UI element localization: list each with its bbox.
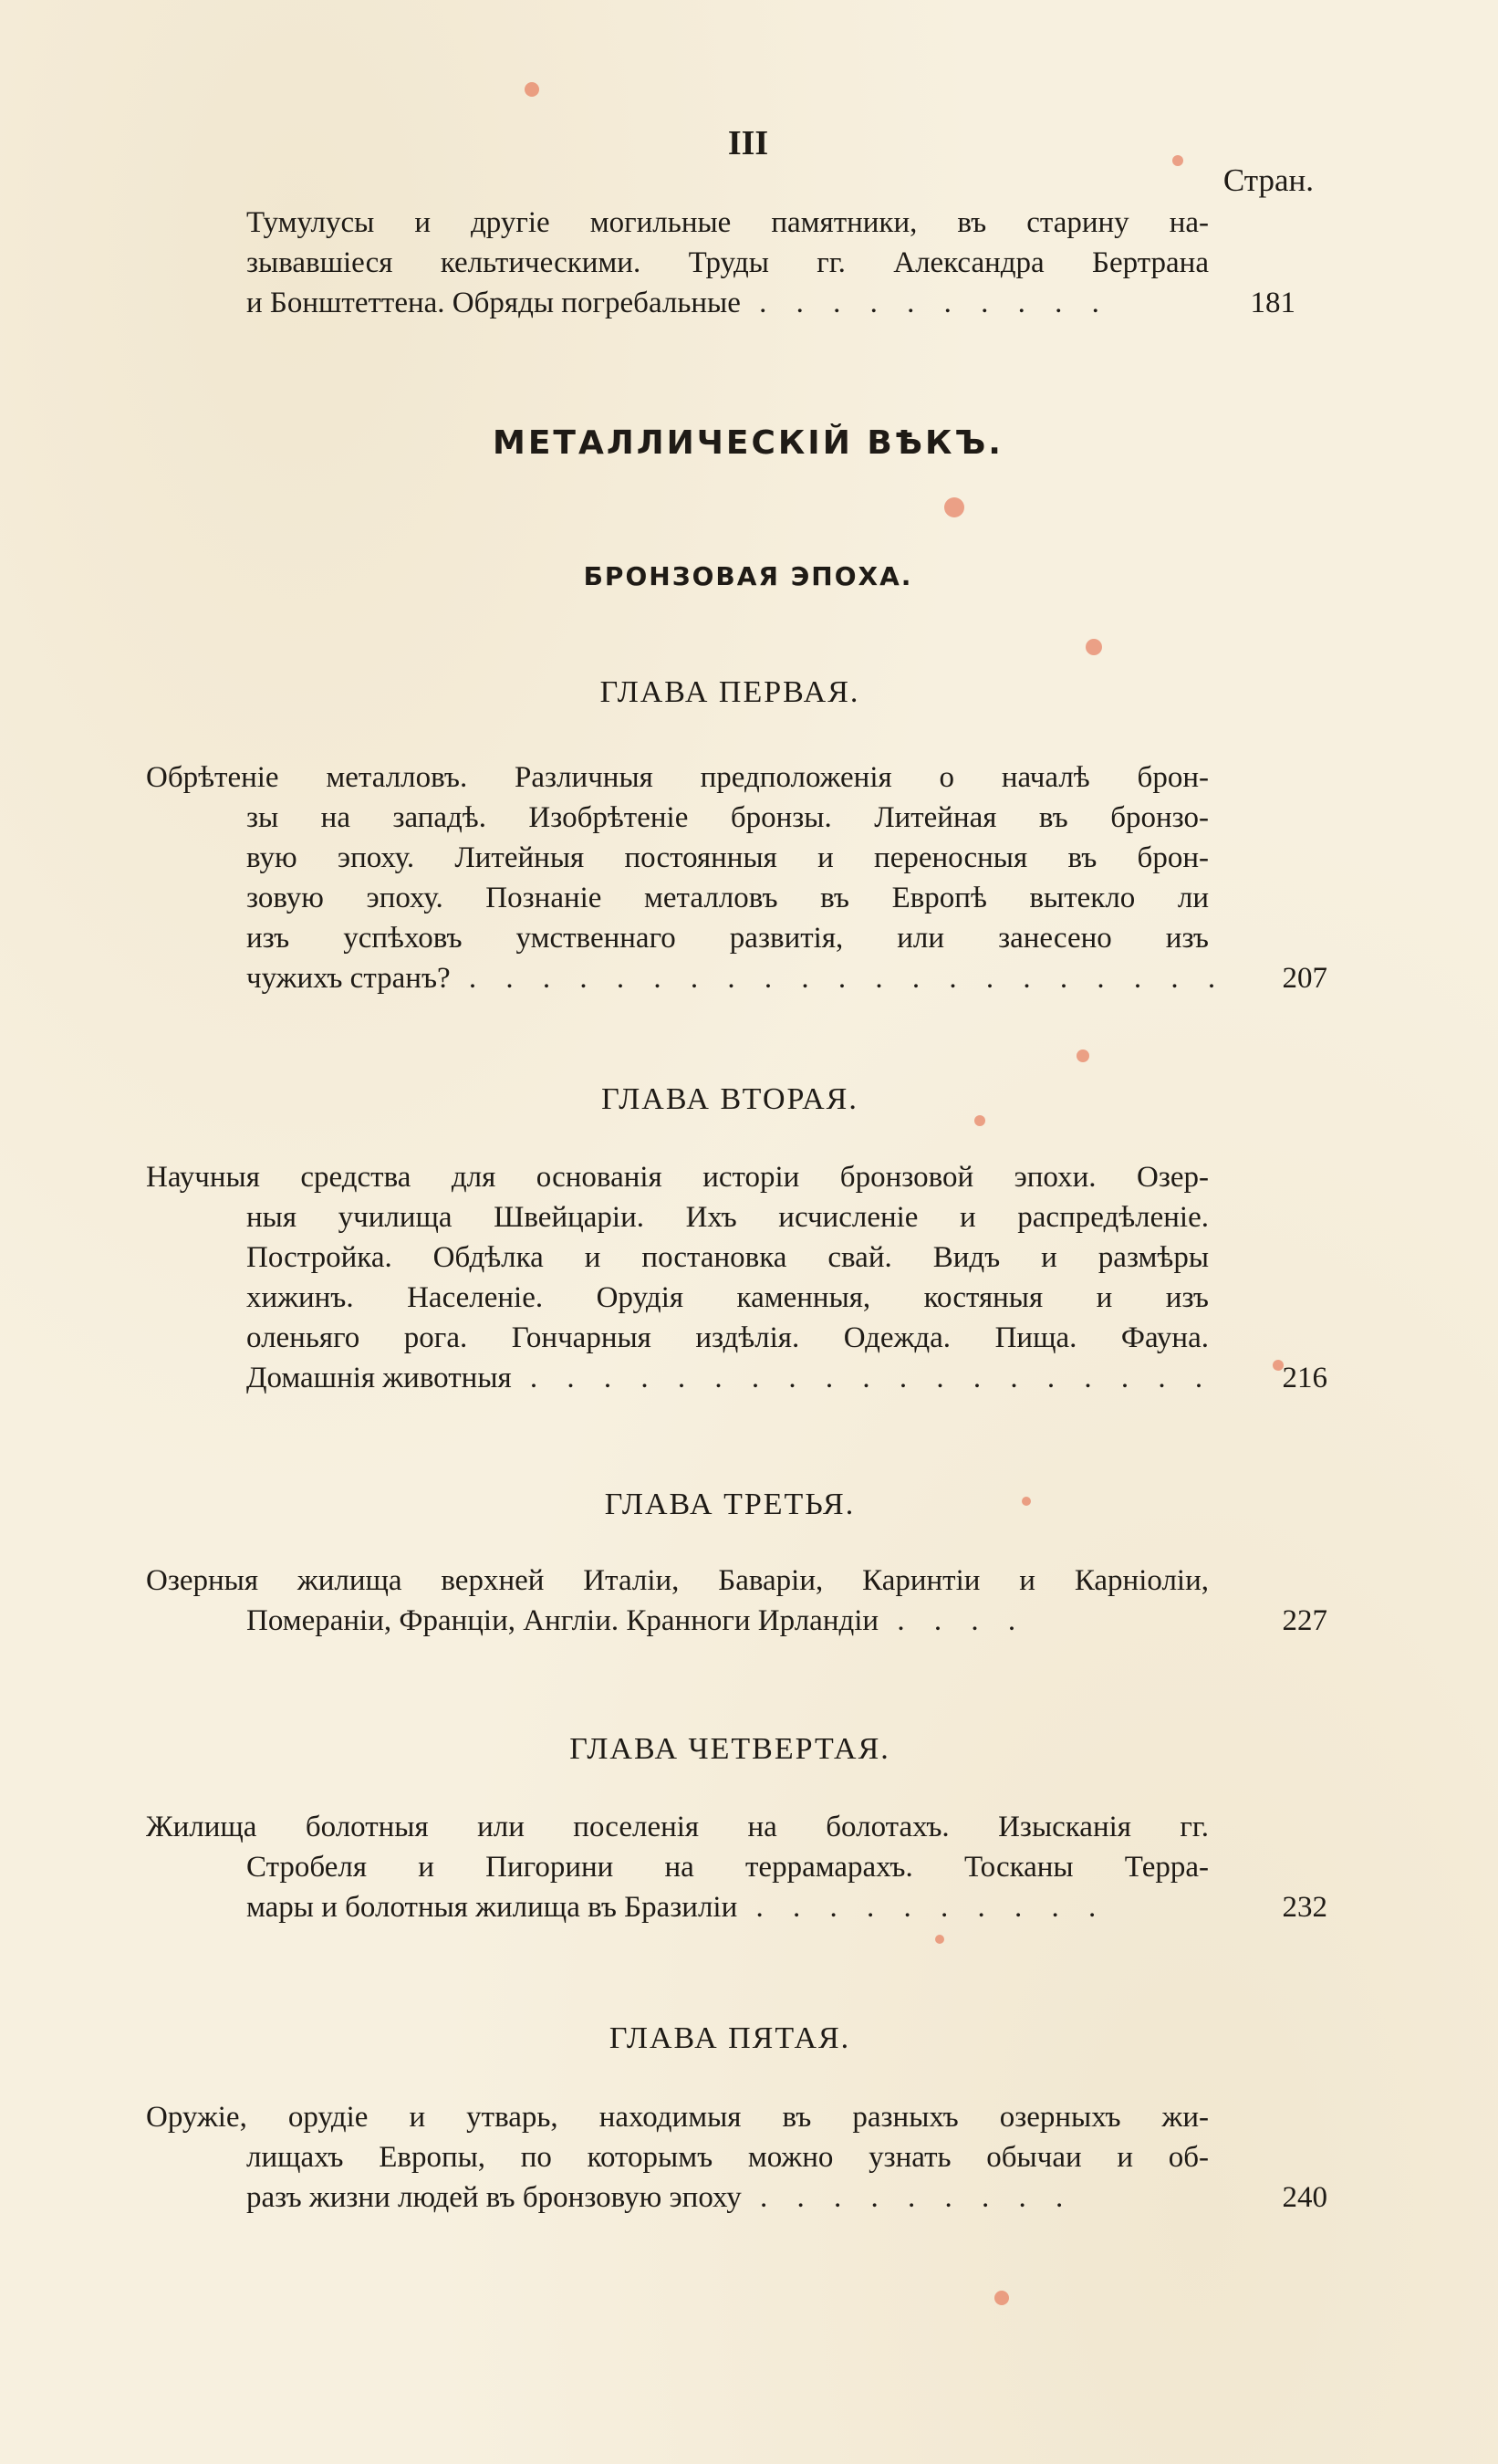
toc-entry-line: Жилища болотныя или поселенія на болотахъ. Изысканія гг.	[146, 1811, 1209, 1843]
page-ref: 207	[1282, 962, 1327, 995]
toc-entry-line: хижинъ. Населеніе. Орудія каменныя, костяныя и изъ	[246, 1281, 1209, 1314]
toc-entry-line	[246, 283, 1295, 323]
toc-entry-line: оленьяго рога. Гончарныя издѣлія. Одежда. Пища. Фауна.	[246, 1321, 1209, 1354]
entry-text: и Бонштеттена. Обряды погребальные	[246, 287, 741, 319]
toc-entry-line: Обрѣтеніе металловъ. Различныя предположенія о началѣ брон-	[146, 761, 1209, 794]
toc-entry-line: зовую эпоху. Познаніе металловъ въ Европѣ вытекло ли	[246, 882, 1209, 914]
page-column-label: Стран.	[1222, 162, 1314, 198]
chapter-title-3: ГЛАВА ТРЕТЬЯ.	[604, 1488, 856, 1521]
toc-entry-line: Тумулусы и другіе могильные памятники, въ старину на-	[246, 206, 1209, 239]
toc-entry-chapter-3	[146, 1561, 1327, 1641]
toc-entry-chapter-1	[146, 757, 1327, 998]
toc-entry-line: Озерныя жилища верхней Италіи, Баваріи, Каринтіи и Карніоліи,	[146, 1564, 1209, 1597]
toc-entry-line	[146, 1601, 1327, 1641]
toc-entry-line: изъ успѣховъ умственнаго развитія, или занесено изъ	[246, 922, 1209, 955]
dot-leader: . . . . . . . . . . . . . . . . . . .	[511, 1362, 1214, 1394]
toc-entry-line	[146, 958, 1327, 998]
chapter-title-2: ГЛАВА ВТОРАЯ.	[601, 1082, 858, 1116]
toc-entry-line	[146, 1887, 1327, 1927]
chapter-title-4: ГЛАВА ЧЕТВЕРТАЯ.	[569, 1732, 890, 1766]
foxing-spot	[1077, 1049, 1089, 1062]
entry-text: Домашнія животныя	[246, 1362, 512, 1394]
page-number: III	[727, 124, 769, 162]
foxing-spot	[994, 2291, 1009, 2305]
foxing-spot	[944, 497, 964, 517]
dot-leader: . . . . . . . . . .	[740, 287, 1110, 319]
toc-entry-line	[146, 2177, 1327, 2218]
toc-entry-line	[146, 1358, 1327, 1398]
entry-text: Помераніи, Франціи, Англіи. Кранноги Ирландіи	[246, 1604, 879, 1637]
section-title: МЕТАЛЛИЧЕСКІЙ ВѢКЪ.	[493, 424, 1004, 462]
foxing-spot	[935, 1935, 944, 1944]
page-ref: 232	[1282, 1891, 1327, 1924]
subsection-title: БРОНЗОВАЯ ЭПОХА.	[583, 561, 913, 591]
page-ref: 216	[1282, 1362, 1327, 1394]
dot-leader: . . . . . . . . . . . . . . . . . . . . .	[450, 962, 1227, 995]
entry-text: разъ жизни людей въ бронзовую эпоху	[246, 2181, 742, 2214]
chapter-title-1: ГЛАВА ПЕРВАЯ.	[599, 675, 860, 709]
toc-entry-line: Постройка. Обдѣлка и постановка свай. Видъ и размѣры	[246, 1241, 1209, 1274]
dot-leader: . . . . . . . . .	[741, 2181, 1075, 2214]
toc-entry-line: Стробеля и Пигорини на террамарахъ. Тосканы Терра-	[246, 1851, 1209, 1884]
toc-entry-line: Оружіе, орудіе и утварь, находимыя въ разныхъ озерныхъ жи-	[146, 2101, 1209, 2134]
dot-leader: . . . . . . . . . .	[737, 1891, 1108, 1924]
toc-entry-line: Научныя средства для основанія исторіи бронзовой эпохи. Озер-	[146, 1161, 1209, 1194]
dot-leader: . . . .	[879, 1604, 1027, 1637]
toc-entry-line: лищахъ Европы, по которымъ можно узнать обычаи и об-	[246, 2141, 1209, 2174]
toc-entry-line: зы на западѣ. Изобрѣтеніе бронзы. Литейная въ бронзо-	[246, 801, 1209, 834]
toc-entry-chapter-5	[146, 2097, 1327, 2218]
toc-entry-chapter-2	[146, 1157, 1327, 1398]
foxing-spot	[525, 82, 539, 97]
toc-entry-chapter-4	[146, 1807, 1327, 1927]
page-ref: 240	[1282, 2181, 1327, 2214]
entry-text: чужихъ странъ?	[246, 962, 451, 995]
toc-entry-tumuli	[246, 203, 1295, 323]
toc-entry-line: зывавшіеся кельтическими. Труды гг. Александра Бертрана	[246, 246, 1209, 279]
toc-entry-line: вую эпоху. Литейныя постоянныя и переносныя въ брон-	[246, 841, 1209, 874]
page-ref: 181	[1250, 287, 1295, 319]
entry-text: мары и болотныя жилища въ Бразиліи	[246, 1891, 738, 1924]
page-ref: 227	[1282, 1604, 1327, 1637]
chapter-title-5: ГЛАВА ПЯТАЯ.	[609, 2021, 851, 2055]
foxing-spot	[1086, 639, 1102, 655]
toc-entry-line: ныя училища Швейцаріи. Ихъ исчисленіе и распредѣленіе.	[246, 1201, 1209, 1234]
